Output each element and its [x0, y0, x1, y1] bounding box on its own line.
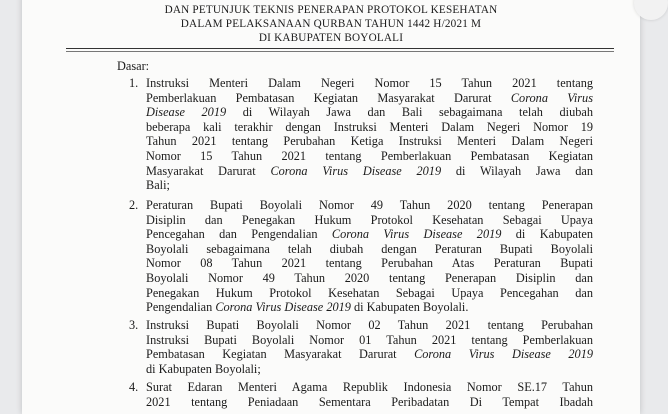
italic-text: Corona Virus Disease 2019: [414, 347, 593, 362]
text-segment: Pencegahan dan Pengendalian: [146, 227, 332, 242]
text-segment: Nomor 15 Tahun 2021 tentang Pemberlakuan Pembatasan Kegiatan: [146, 148, 593, 163]
italic-text: Corona Virus Disease 2019: [270, 163, 442, 178]
text-segment: Instruksi Menteri Dalam Negeri Nomor 15 Tahun 2021 tentang: [146, 76, 593, 90]
text-segment: di Kabupaten Boyolali;: [146, 361, 261, 376]
text-line: [146, 347, 593, 362]
text-line: [146, 318, 593, 333]
text-line: [146, 105, 593, 120]
text-line: [146, 134, 593, 149]
text-line: [146, 213, 593, 228]
italic-text: Corona Virus Disease 2019: [331, 227, 502, 242]
header-line: DALAM PELAKSANAAN QURBAN TAHUN 1442 H/2021 M: [180, 18, 482, 30]
text-segment: Instruksi Bupati Boyolali Nomor 01 Tahun 2021 tentang Pemberlakuan: [146, 332, 593, 347]
text-line: [146, 395, 593, 410]
text-segment: Boyolali Nomor 49 Tahun 2020 tentang Penerapan Disiplin dan: [146, 270, 593, 285]
list-number: 3.: [129, 318, 139, 332]
text-segment: 2021 tentang Peniadaan Sementara Peribadatan Di Tempat Ibadah: [146, 394, 593, 409]
italic-text: Corona Virus Disease 2019: [215, 300, 351, 315]
list-item: [146, 198, 593, 315]
text-line: [146, 149, 593, 164]
text-line: [146, 286, 593, 301]
text-line: [146, 333, 593, 348]
text-line: [146, 300, 593, 315]
text-segment: Bali;: [146, 178, 170, 193]
text-segment: di Kabupaten: [501, 227, 593, 242]
text-line: [146, 76, 593, 91]
header-rule: [66, 48, 614, 49]
dasar-label: Dasar:: [117, 59, 150, 73]
text-segment: Peraturan Bupati Boyolali Nomor 49 Tahun 2020 tentang Penerapan: [146, 198, 593, 212]
text-line: [146, 271, 593, 286]
header-rule-thin: [66, 51, 614, 52]
italic-text: Corona Virus: [510, 90, 593, 105]
text-line: [146, 242, 593, 257]
text-segment: Surat Edaran Menteri Agama Republik Indonesia Nomor SE.17 Tahun: [146, 380, 593, 394]
text-line: [146, 380, 593, 395]
list-item: [146, 380, 593, 409]
document-header: [22, 3, 640, 45]
document-page: [22, 0, 640, 414]
text-segment: di Kabupaten Boyolali.: [350, 300, 469, 315]
text-line: [146, 91, 593, 106]
text-line: [146, 164, 593, 179]
text-segment: Masyarakat Darurat: [146, 163, 271, 178]
text-segment: beberapa kali terakhir dengan Instruksi Menteri Dalam Negeri Nomor 19: [146, 119, 593, 134]
text-line: [146, 178, 593, 193]
text-segment: di Wilayah Jawa dan Bali sebagaimana telah diubah: [226, 105, 594, 120]
text-line: [146, 120, 593, 135]
text-segment: Nomor 08 Tahun 2021 tentang Perubahan Atas Peraturan Bupati: [146, 256, 593, 271]
list-item: [146, 76, 593, 193]
text-segment: Pembatasan Kegiatan Masyarakat Darurat: [146, 347, 415, 362]
text-segment: Penegakan Hukum Protokol Kesehatan Sebagai Upaya Pencegahan dan: [146, 285, 593, 300]
text-segment: Disiplin dan Penegakan Hukum Protokol Kesehatan Sebagai Upaya: [146, 212, 593, 227]
text-segment: Tahun 2021 tentang Perubahan Ketiga Instruksi Menteri Dalam Negeri: [146, 134, 593, 149]
list-item: [146, 318, 593, 376]
text-line: [146, 227, 593, 242]
text-line: [146, 256, 593, 271]
header-line: DAN PETUNJUK TEKNIS PENERAPAN PROTOKOL KESEHATAN: [164, 4, 498, 16]
list-number: 2.: [129, 198, 139, 212]
text-segment: Boyolali sebagaimana telah diubah dengan Peraturan Bupati Boyolali: [146, 241, 593, 256]
text-segment: di Wilayah Jawa dan: [441, 163, 593, 178]
text-segment: Pengendalian: [146, 300, 216, 315]
italic-text: Disease 2019: [146, 105, 227, 120]
text-line: [146, 198, 593, 213]
text-line: [146, 362, 593, 377]
text-segment: Instruksi Bupati Boyolali Nomor 02 Tahun 2021 tentang Perubahan: [146, 318, 593, 332]
list-number: 4.: [129, 380, 139, 394]
header-line: DI KABUPATEN BOYOLALI: [258, 32, 404, 44]
text-segment: Pemberlakuan Pembatasan Kegiatan Masyarakat Darurat: [146, 90, 511, 105]
list-number: 1.: [129, 76, 139, 90]
